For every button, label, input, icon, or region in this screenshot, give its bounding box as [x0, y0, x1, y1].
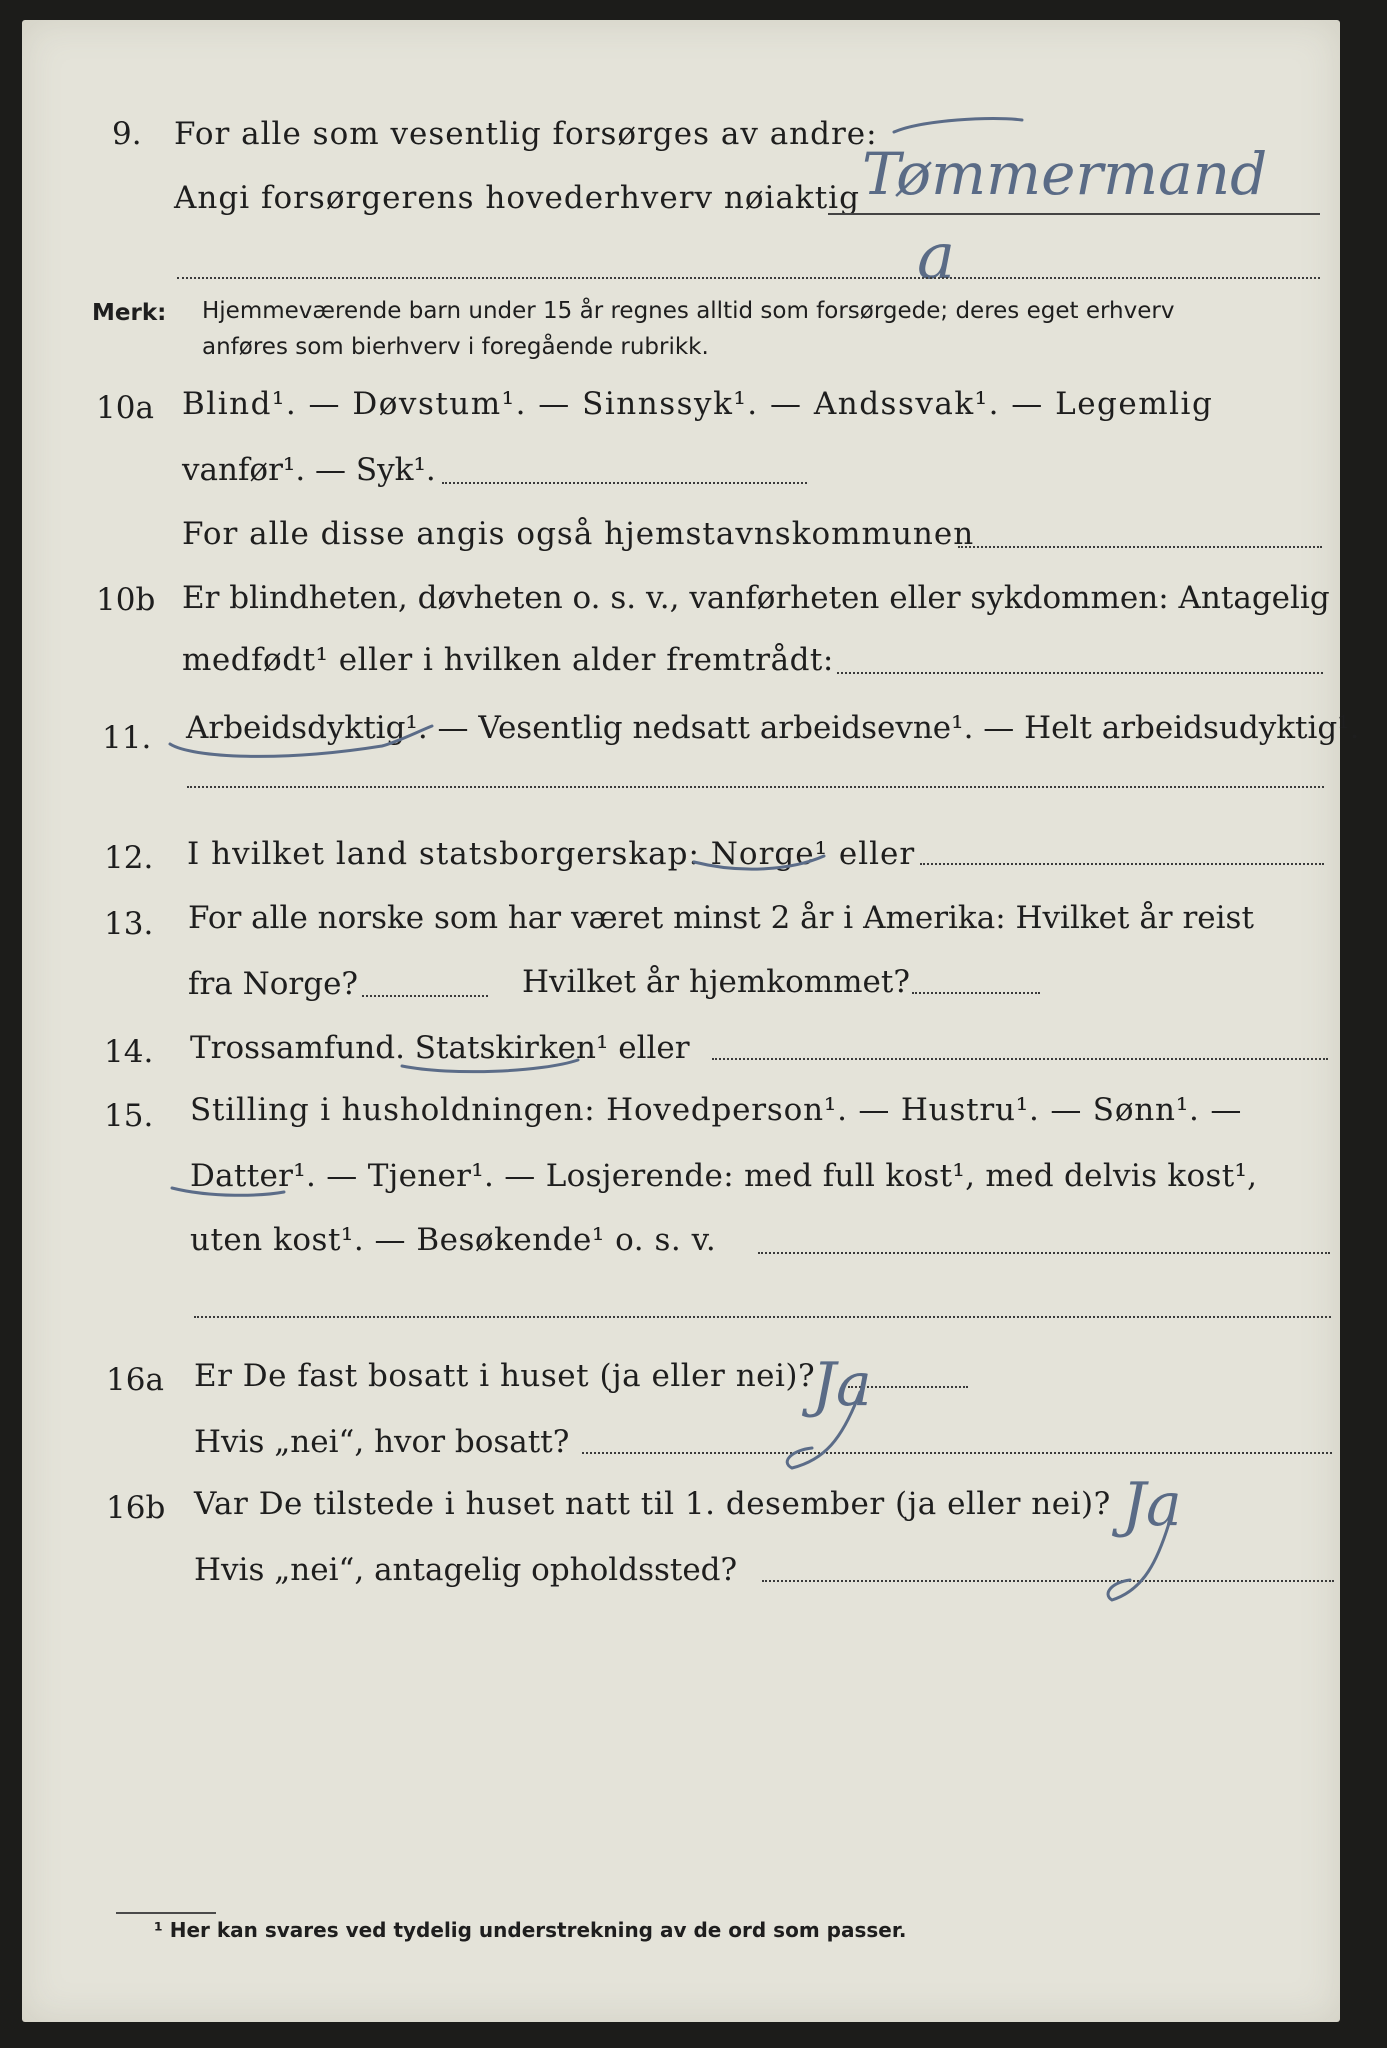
q10b-answer-line: [837, 672, 1323, 674]
q9-line2: Angi forsørgerens hovederhverv nøiaktig: [174, 180, 860, 216]
q10a-line3: For alle disse angis også hjemstavnskommunen: [182, 516, 975, 552]
q15-line3: uten kost¹. — Besøkende¹ o. s. v.: [190, 1222, 717, 1258]
q12-number: 12.: [104, 840, 154, 876]
q16b-line1: Var De tilstede i huset natt til 1. desember (ja eller nei)?: [194, 1486, 1111, 1522]
q15-number: 15.: [104, 1098, 154, 1134]
merk-label: Merk:: [92, 300, 167, 326]
q15-answer-line: [758, 1252, 1330, 1254]
q14-answer-line: [712, 1058, 1328, 1060]
q16a-line2: Hvis „nei“, hvor bosatt?: [194, 1424, 570, 1460]
q9-number: 9.: [112, 116, 142, 152]
q14-number: 14.: [104, 1034, 154, 1070]
q10a-line1: Blind¹. — Døvstum¹. — Sinnssyk¹. — Andssvak¹. — Legemlig: [182, 386, 1214, 422]
q11-number: 11.: [102, 720, 152, 756]
merk-line2: anføres som bierhverv i foregående rubrikk.: [202, 334, 709, 360]
q15-line2: Datter¹. — Tjener¹. — Losjerende: med full kost¹, med delvis kost¹,: [190, 1158, 1258, 1194]
q14-line1: Trossamfund. Statskirken¹ eller: [190, 1030, 690, 1066]
q10b-line1: Er blindheten, døvheten o. s. v., vanførheten eller sykdommen: Antagelig: [182, 580, 1330, 616]
q10a-number: 10a: [96, 390, 154, 426]
q16b-line2: Hvis „nei“, antagelig opholdssted?: [194, 1552, 738, 1588]
q9-handwritten-answer: Tømmermand: [862, 140, 1268, 208]
q10a-syk-line: [442, 482, 807, 484]
q13-line2a: fra Norge?: [188, 966, 359, 1002]
q9-continuation-line: [177, 277, 1320, 279]
footnote: ¹ Her kan svares ved tydelig understrekning av de ord som passer.: [154, 1918, 907, 1942]
q9-answer-line: [828, 213, 1320, 215]
q13-hjemkommet-line: [912, 992, 1040, 994]
q12-answer-line: [920, 863, 1324, 865]
q13-reist-line: [362, 995, 488, 997]
q10a-answer-line: [958, 546, 1322, 548]
q10b-number: 10b: [96, 582, 156, 618]
q10a-line2: vanfør¹. — Syk¹.: [182, 452, 436, 488]
q16b-number: 16b: [106, 1490, 166, 1526]
q16b-handwritten-answer: Ja: [1122, 1470, 1182, 1540]
merk-line1: Hjemmeværende barn under 15 år regnes alltid som forsørgede; deres eget erhverv: [202, 298, 1175, 324]
q11-line1: Arbeidsdyktig¹. — Vesentlig nedsatt arbeidsevne¹. — Helt arbeidsudyktig¹.: [186, 710, 1360, 746]
q9-line1: For alle som vesentlig forsørges av andre:: [174, 116, 878, 152]
q15-line1: Stilling i husholdningen: Hovedperson¹. — Hustru¹. — Sønn¹. —: [190, 1092, 1243, 1128]
q10b-line2: medfødt¹ eller i hvilken alder fremtrådt:: [182, 642, 834, 678]
q16b-opholdssted-line: [762, 1580, 1334, 1582]
q16a-handwritten-answer: Ja: [812, 1350, 872, 1420]
q12-line1: I hvilket land statsborgerskap: Norge¹ eller: [187, 836, 916, 872]
q16a-bosatt-line: [582, 1452, 1332, 1454]
q13-number: 13.: [104, 906, 154, 942]
q15-continuation-line: [194, 1316, 1331, 1318]
q16a-number: 16a: [106, 1362, 164, 1398]
q13-line2b: Hvilket år hjemkommet?: [522, 964, 910, 1000]
footnote-rule: [116, 1912, 216, 1914]
census-form-page: [22, 20, 1360, 2022]
q9-flourish-stroke: [894, 119, 1022, 133]
q13-line1: For alle norske som har været minst 2 år i Amerika: Hvilket år reist: [188, 900, 1254, 936]
q9-handwritten-extra: a: [917, 220, 956, 294]
q16a-line1: Er De fast bosatt i huset (ja eller nei)?: [194, 1358, 816, 1394]
q11-continuation-line: [187, 786, 1324, 788]
